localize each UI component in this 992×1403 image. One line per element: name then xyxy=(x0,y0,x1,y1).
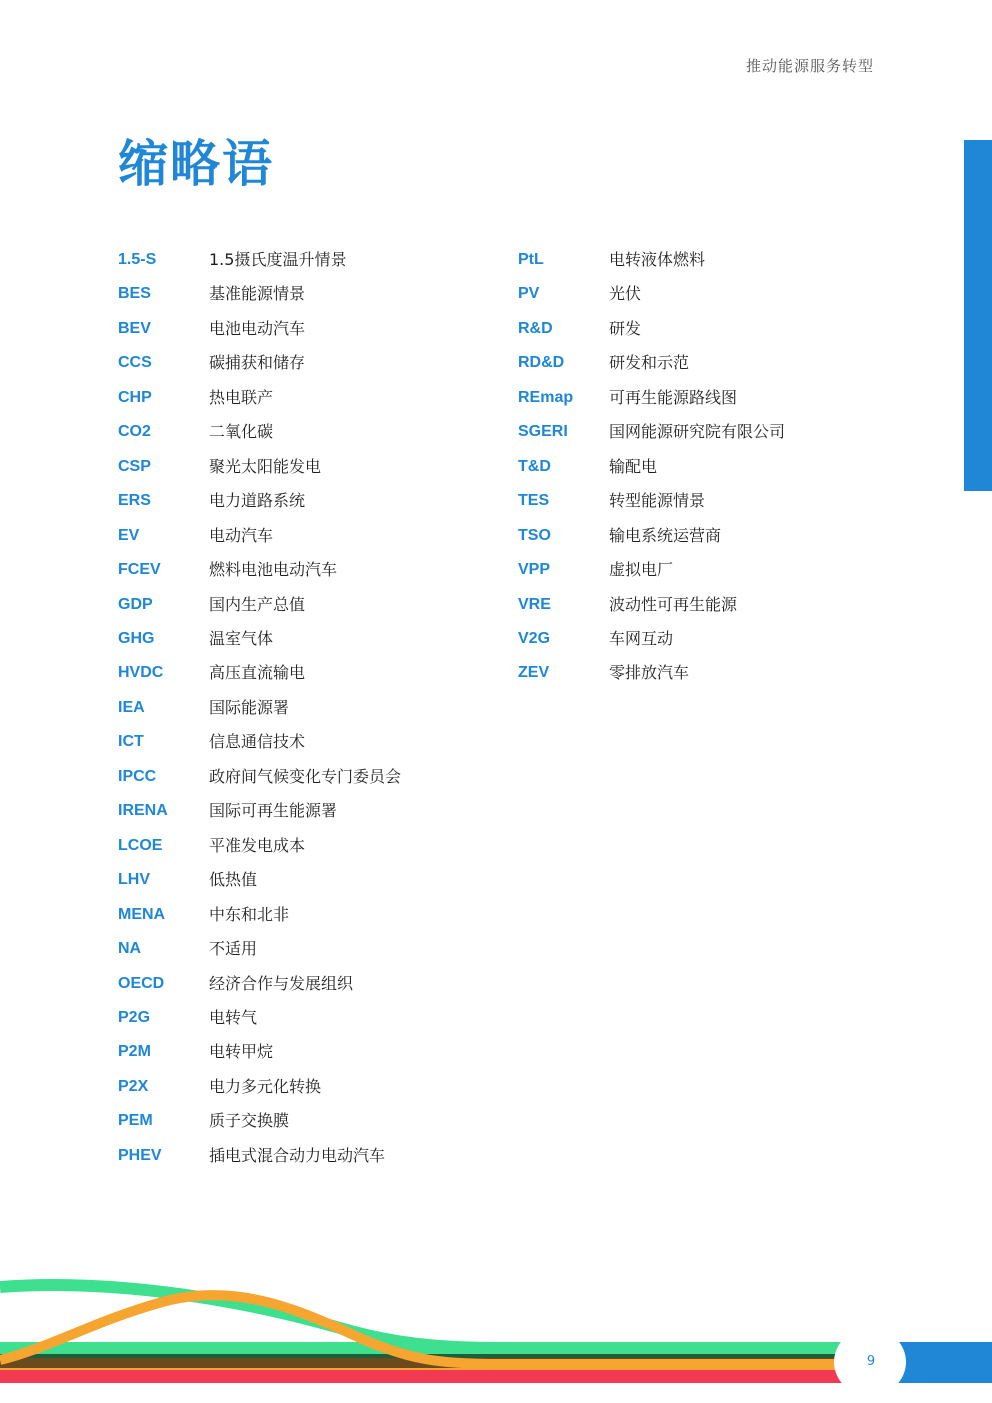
abbreviation-definition: 政府间气候变化专门委员会 xyxy=(209,766,402,786)
abbreviation-term: ZEV xyxy=(518,664,550,682)
abbreviation-definition: 国内生产总值 xyxy=(209,594,306,614)
abbreviation-term: ICT xyxy=(118,733,144,751)
abbreviation-row xyxy=(118,835,401,869)
abbreviation-definition: 电池电动汽车 xyxy=(209,318,306,338)
abbreviation-row xyxy=(118,490,401,524)
abbreviation-definition: 基准能源情景 xyxy=(209,284,306,304)
abbreviation-term: GHG xyxy=(118,629,155,647)
abbreviation-definition: 信息通信技术 xyxy=(209,732,306,752)
abbreviation-definition: 可再生能源路线图 xyxy=(609,387,738,407)
abbreviation-row xyxy=(118,421,401,455)
abbreviation-term: V2G xyxy=(518,629,551,647)
abbreviation-row xyxy=(118,387,401,421)
abbreviation-row xyxy=(518,421,785,455)
abbreviation-term: BES xyxy=(118,285,151,303)
footer-wave-graphic xyxy=(0,1270,992,1403)
abbreviation-row xyxy=(118,697,401,731)
abbreviation-row xyxy=(118,1076,401,1110)
abbreviation-term: CSP xyxy=(118,457,151,475)
abbreviation-term: RD&D xyxy=(518,354,565,372)
abbreviation-row xyxy=(518,249,785,283)
abbreviation-row xyxy=(118,973,401,1007)
footer-stripe-red xyxy=(0,1370,860,1383)
abbreviation-definition: 热电联产 xyxy=(209,387,274,407)
abbreviation-term: LCOE xyxy=(118,836,163,854)
abbreviation-row xyxy=(118,352,401,386)
abbreviation-row xyxy=(118,731,401,765)
abbreviation-row xyxy=(118,283,401,317)
abbreviation-definition: 波动性可再生能源 xyxy=(609,594,738,614)
abbreviation-definition: 低热值 xyxy=(209,870,258,890)
abbreviation-term: BEV xyxy=(118,319,151,337)
abbreviation-row xyxy=(118,559,401,593)
abbreviation-row xyxy=(118,904,401,938)
abbreviation-definition: 研发和示范 xyxy=(609,353,690,373)
abbreviation-definition: 1.5摄氏度温升情景 xyxy=(209,250,347,269)
side-tab-marker xyxy=(964,140,992,491)
abbreviation-definition: 电力道路系统 xyxy=(209,491,306,511)
abbreviation-definition: 输电系统运营商 xyxy=(609,525,722,545)
abbreviation-definition: 燃料电池电动汽车 xyxy=(209,560,338,580)
abbreviation-list-left xyxy=(118,249,401,1179)
abbreviation-term: T&D xyxy=(518,457,551,475)
abbreviation-row xyxy=(118,456,401,490)
abbreviation-definition: 研发 xyxy=(609,318,642,338)
abbreviation-definition: 车网互动 xyxy=(609,628,674,648)
abbreviation-term: 1.5-S xyxy=(118,251,157,268)
abbreviation-row xyxy=(118,594,401,628)
abbreviation-definition: 转型能源情景 xyxy=(609,491,706,511)
abbreviation-row xyxy=(118,249,401,283)
abbreviation-term: PV xyxy=(518,285,540,303)
abbreviation-definition: 质子交换膜 xyxy=(209,1111,290,1131)
abbreviation-row xyxy=(518,352,785,386)
abbreviation-term: IEA xyxy=(118,698,145,716)
abbreviation-definition: 电转甲烷 xyxy=(209,1042,274,1062)
abbreviation-row xyxy=(118,766,401,800)
abbreviation-definition: 零排放汽车 xyxy=(609,663,690,683)
abbreviation-row xyxy=(518,594,785,628)
abbreviation-row xyxy=(518,387,785,421)
abbreviation-row xyxy=(118,938,401,972)
abbreviation-row xyxy=(118,800,401,834)
abbreviation-definition: 电转液体燃料 xyxy=(609,250,706,269)
abbreviation-term: R&D xyxy=(518,319,553,337)
abbreviation-term: REmap xyxy=(518,388,574,406)
abbreviation-definition: 不适用 xyxy=(209,939,258,959)
abbreviation-row xyxy=(118,525,401,559)
page-number: 9 xyxy=(866,1354,876,1369)
abbreviation-term: NA xyxy=(118,940,142,958)
abbreviation-definition: 插电式混合动力电动汽车 xyxy=(209,1145,386,1165)
page-title: 缩略语 xyxy=(118,135,274,193)
abbreviation-term: SGERI xyxy=(518,423,568,441)
abbreviation-term: PHEV xyxy=(118,1146,162,1164)
abbreviation-term: EV xyxy=(118,526,140,544)
abbreviation-row xyxy=(518,283,785,317)
abbreviation-term: CO2 xyxy=(118,423,151,441)
abbreviation-term: LHV xyxy=(118,871,150,889)
abbreviation-definition: 输配电 xyxy=(609,456,658,476)
abbreviation-list-right xyxy=(518,249,785,697)
abbreviation-row xyxy=(118,628,401,662)
abbreviation-row xyxy=(518,318,785,352)
abbreviation-definition: 虚拟电厂 xyxy=(609,560,674,580)
abbreviation-row xyxy=(518,490,785,524)
abbreviation-term: MENA xyxy=(118,905,166,923)
abbreviation-term: ERS xyxy=(118,492,151,510)
abbreviation-term: P2G xyxy=(118,1008,151,1026)
abbreviation-definition: 聚光太阳能发电 xyxy=(209,456,322,476)
abbreviation-term: CHP xyxy=(118,388,152,406)
abbreviation-definition: 二氧化碳 xyxy=(209,422,274,442)
abbreviation-term: TES xyxy=(518,492,550,510)
abbreviation-row xyxy=(118,1041,401,1075)
abbreviation-definition: 国际可再生能源署 xyxy=(209,801,338,821)
abbreviation-definition: 电力多元化转换 xyxy=(209,1076,322,1096)
abbreviation-term: VRE xyxy=(518,595,551,613)
abbreviation-term: FCEV xyxy=(118,561,161,579)
abbreviation-term: PtL xyxy=(518,251,544,268)
abbreviation-definition: 电转气 xyxy=(209,1007,258,1027)
abbreviation-definition: 国际能源署 xyxy=(209,697,290,717)
abbreviation-term: P2X xyxy=(118,1077,149,1095)
abbreviation-term: HVDC xyxy=(118,664,164,682)
abbreviation-row xyxy=(518,456,785,490)
abbreviation-row xyxy=(118,318,401,352)
abbreviation-definition: 国网能源研究院有限公司 xyxy=(609,422,786,442)
abbreviation-row xyxy=(118,1007,401,1041)
abbreviation-definition: 经济合作与发展组织 xyxy=(209,973,354,993)
abbreviation-definition: 平准发电成本 xyxy=(209,835,306,855)
abbreviation-term: CCS xyxy=(118,354,152,372)
abbreviation-term: VPP xyxy=(518,561,551,579)
abbreviation-term: OECD xyxy=(118,974,165,992)
abbreviation-term: GDP xyxy=(118,595,153,613)
abbreviation-term: TSO xyxy=(518,526,551,544)
abbreviation-row xyxy=(118,1110,401,1144)
abbreviation-term: P2M xyxy=(118,1043,151,1061)
abbreviation-definition: 碳捕获和储存 xyxy=(209,353,306,373)
abbreviation-term: IPCC xyxy=(118,767,157,785)
abbreviation-row xyxy=(118,869,401,903)
abbreviation-definition: 电动汽车 xyxy=(209,525,274,545)
abbreviation-definition: 光伏 xyxy=(609,284,642,304)
abbreviation-row xyxy=(518,525,785,559)
abbreviation-row xyxy=(118,1145,401,1179)
abbreviation-definition: 温室气体 xyxy=(209,628,274,648)
abbreviation-term: IRENA xyxy=(118,802,168,820)
abbreviation-definition: 高压直流输电 xyxy=(209,663,306,683)
abbreviation-row xyxy=(518,628,785,662)
running-header: 推动能源服务转型 xyxy=(745,57,874,75)
abbreviation-row xyxy=(118,662,401,696)
abbreviation-term: PEM xyxy=(118,1112,153,1130)
abbreviation-row xyxy=(518,559,785,593)
abbreviation-row xyxy=(518,662,785,696)
abbreviation-definition: 中东和北非 xyxy=(209,904,290,924)
